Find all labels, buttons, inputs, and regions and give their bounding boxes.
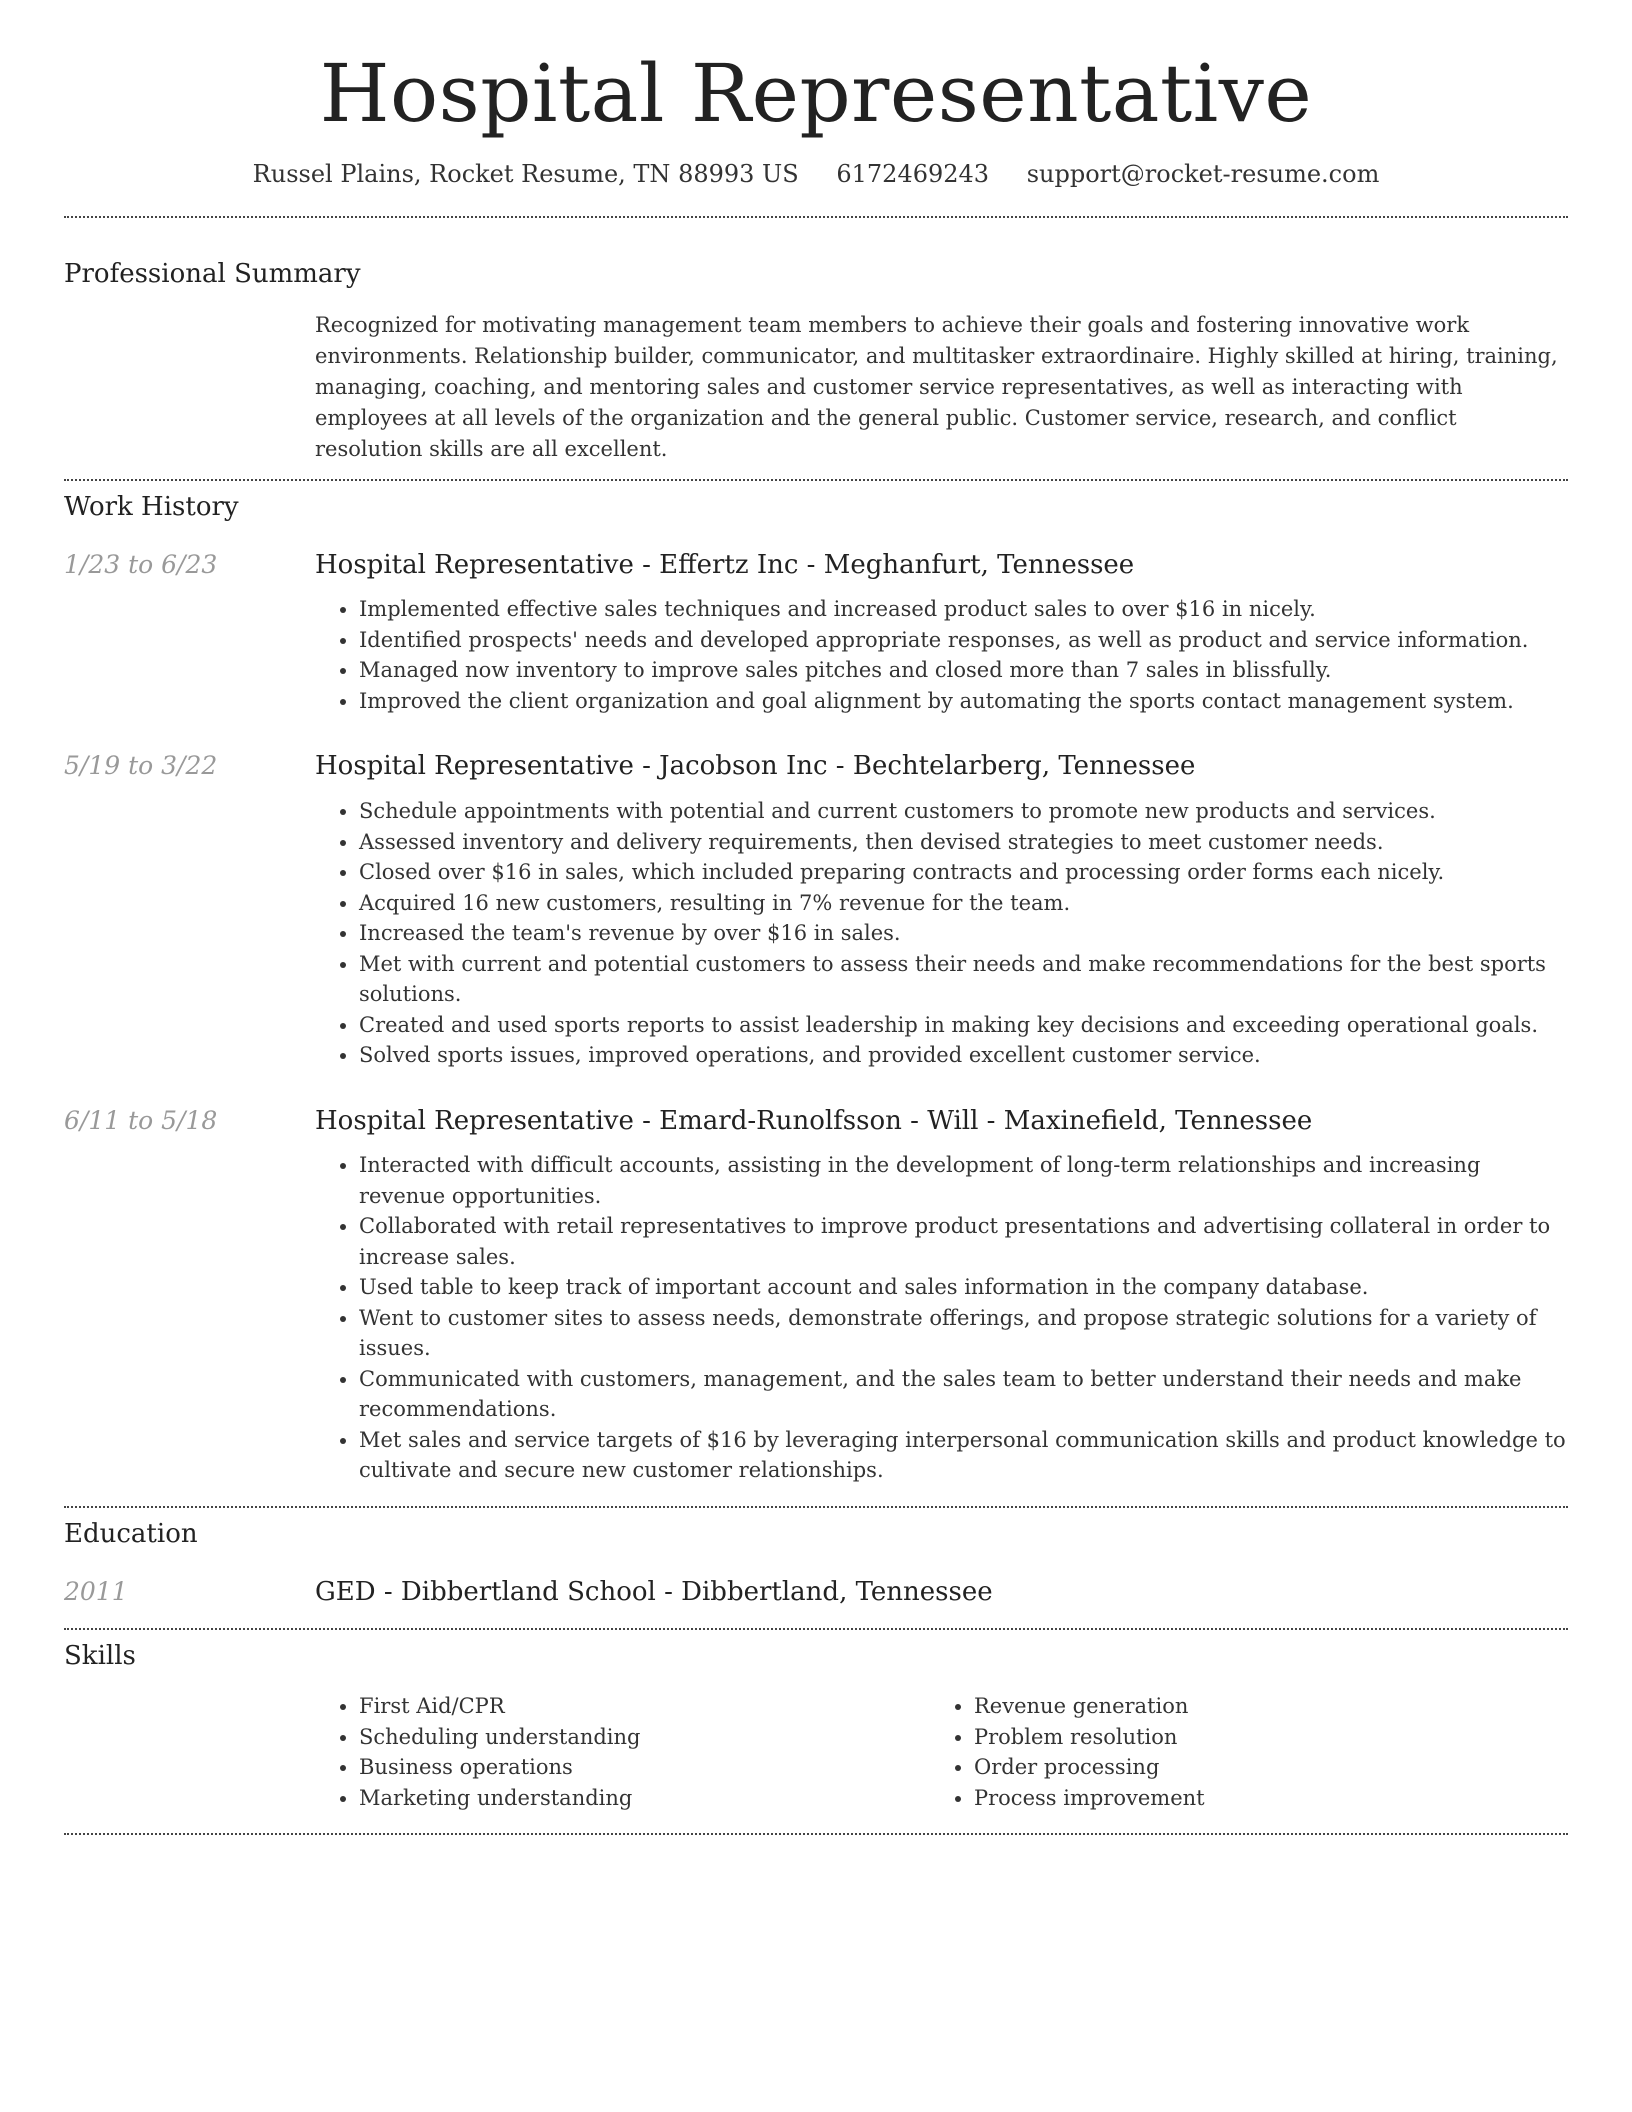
job-bullet: • Improved the client organization and goal alignment by automating the sports contact management system. — [359, 686, 1568, 717]
work-history-section — [64, 491, 1568, 1486]
job-bullet: • Schedule appointments with potential and current customers to promote new products and services. — [359, 796, 1568, 827]
job-bullet: • Assessed inventory and delivery requirements, then devised strategies to meet customer needs. — [359, 827, 1568, 858]
contact-line — [64, 160, 1568, 188]
skill-item: • Order processing — [974, 1752, 1545, 1783]
divider — [64, 1506, 1568, 1508]
job-bullet: • Used table to keep track of important account and sales information in the company database. — [359, 1272, 1568, 1303]
skill-item: • First Aid/CPR — [359, 1691, 930, 1722]
divider — [64, 479, 1568, 481]
divider — [64, 216, 1568, 218]
job-dates: 6/11 to 5/18 — [64, 1105, 218, 1135]
job-bullet: • Closed over $16 in sales, which included preparing contracts and processing order forms each nicely. — [359, 857, 1568, 888]
skill-item: • Business operations — [359, 1752, 930, 1783]
job-entry — [64, 549, 1568, 717]
divider — [64, 1628, 1568, 1630]
resume-name: Hospital Representative — [319, 47, 1313, 140]
job-bullets — [315, 796, 1568, 1071]
job-bullet: • Communicated with customers, management, and the sales team to better understand their needs and make recommendations. — [359, 1364, 1568, 1425]
skill-item: • Process improvement — [974, 1783, 1545, 1814]
job-bullet: • Created and used sports reports to assist leadership in making key decisions and exceeding operational goals. — [359, 1010, 1568, 1041]
job-bullets — [315, 594, 1568, 716]
education-section — [64, 1518, 1568, 1610]
job-bullet: • Increased the team's revenue by over $16 in sales. — [359, 918, 1568, 949]
job-bullet: • Implemented effective sales techniques and increased product sales to over $16 in nicely. — [359, 594, 1568, 625]
contact-address: Russel Plains, Rocket Resume, TN 88993 US — [252, 160, 799, 188]
skill-item: • Problem resolution — [974, 1722, 1545, 1753]
work-history-heading: Work History — [64, 491, 239, 522]
job-bullet: • Managed now inventory to improve sales pitches and closed more than 7 sales in blissfully. — [359, 655, 1568, 686]
education-degree: GED - Dibbertland School - Dibbertland, Tennessee — [315, 1576, 993, 1607]
job-bullet: • Met with current and potential customers to assess their needs and make recommendations for the best sports solutions. — [359, 949, 1568, 1010]
summary-section — [64, 258, 1568, 465]
job-bullet: • Went to customer sites to assess needs, demonstrate offerings, and propose strategic solutions for a variety of issues. — [359, 1303, 1568, 1364]
summary-text: Recognized for motivating management team members to achieve their goals and fostering innovative work environments. Relationship builder, communicator, and multitasker extraordinaire. Highly skilled at hiring, training, managing, coaching, and mentoring sales and customer service representatives, as well as interacting with employees at all levels of the organization and the general public. Customer service, research, and conflict resolution skills are all excellent. — [315, 312, 1558, 461]
skills-list-left — [315, 1691, 930, 1813]
summary-heading: Professional Summary — [64, 259, 361, 289]
job-title: Hospital Representative - Effertz Inc - Meghanfurt, Tennessee — [315, 549, 1135, 580]
job-entry — [64, 1105, 1568, 1486]
skills-heading: Skills — [64, 1640, 136, 1671]
job-bullet: • Collaborated with retail representatives to improve product presentations and advertising collateral in order to increase sales. — [359, 1211, 1568, 1272]
skill-item: • Scheduling understanding — [359, 1722, 930, 1753]
job-dates: 5/19 to 3/22 — [64, 751, 218, 781]
education-heading: Education — [64, 1518, 198, 1549]
job-title: Hospital Representative - Emard-Runolfsson - Will - Maxinefield, Tennessee — [315, 1105, 1313, 1136]
skills-section — [64, 1640, 1568, 1814]
job-bullet: • Acquired 16 new customers, resulting in 7% revenue for the team. — [359, 888, 1568, 919]
skills-list-right — [930, 1691, 1545, 1813]
education-year: 2011 — [64, 1576, 128, 1606]
skill-item: • Revenue generation — [974, 1691, 1545, 1722]
job-bullet: • Met sales and service targets of $16 by leveraging interpersonal communication skills and product knowledge to cultivate and secure new customer relationships. — [359, 1425, 1568, 1486]
job-bullet: • Identified prospects' needs and developed appropriate responses, as well as product and service information. — [359, 625, 1568, 656]
skill-item: • Marketing understanding — [359, 1783, 930, 1814]
job-bullet: • Solved sports issues, improved operations, and provided excellent customer service. — [359, 1040, 1568, 1071]
job-bullets — [315, 1150, 1568, 1486]
job-entry — [64, 750, 1568, 1070]
job-dates: 1/23 to 6/23 — [64, 549, 218, 579]
divider — [64, 1833, 1568, 1835]
job-title: Hospital Representative - Jacobson Inc - Bechtelarberg, Tennessee — [315, 751, 1196, 782]
contact-email: support@rocket-resume.com — [1026, 160, 1380, 188]
contact-phone: 6172469243 — [836, 160, 990, 188]
job-bullet: • Interacted with difficult accounts, assisting in the development of long-term relationships and increasing revenue opportunities. — [359, 1150, 1568, 1211]
